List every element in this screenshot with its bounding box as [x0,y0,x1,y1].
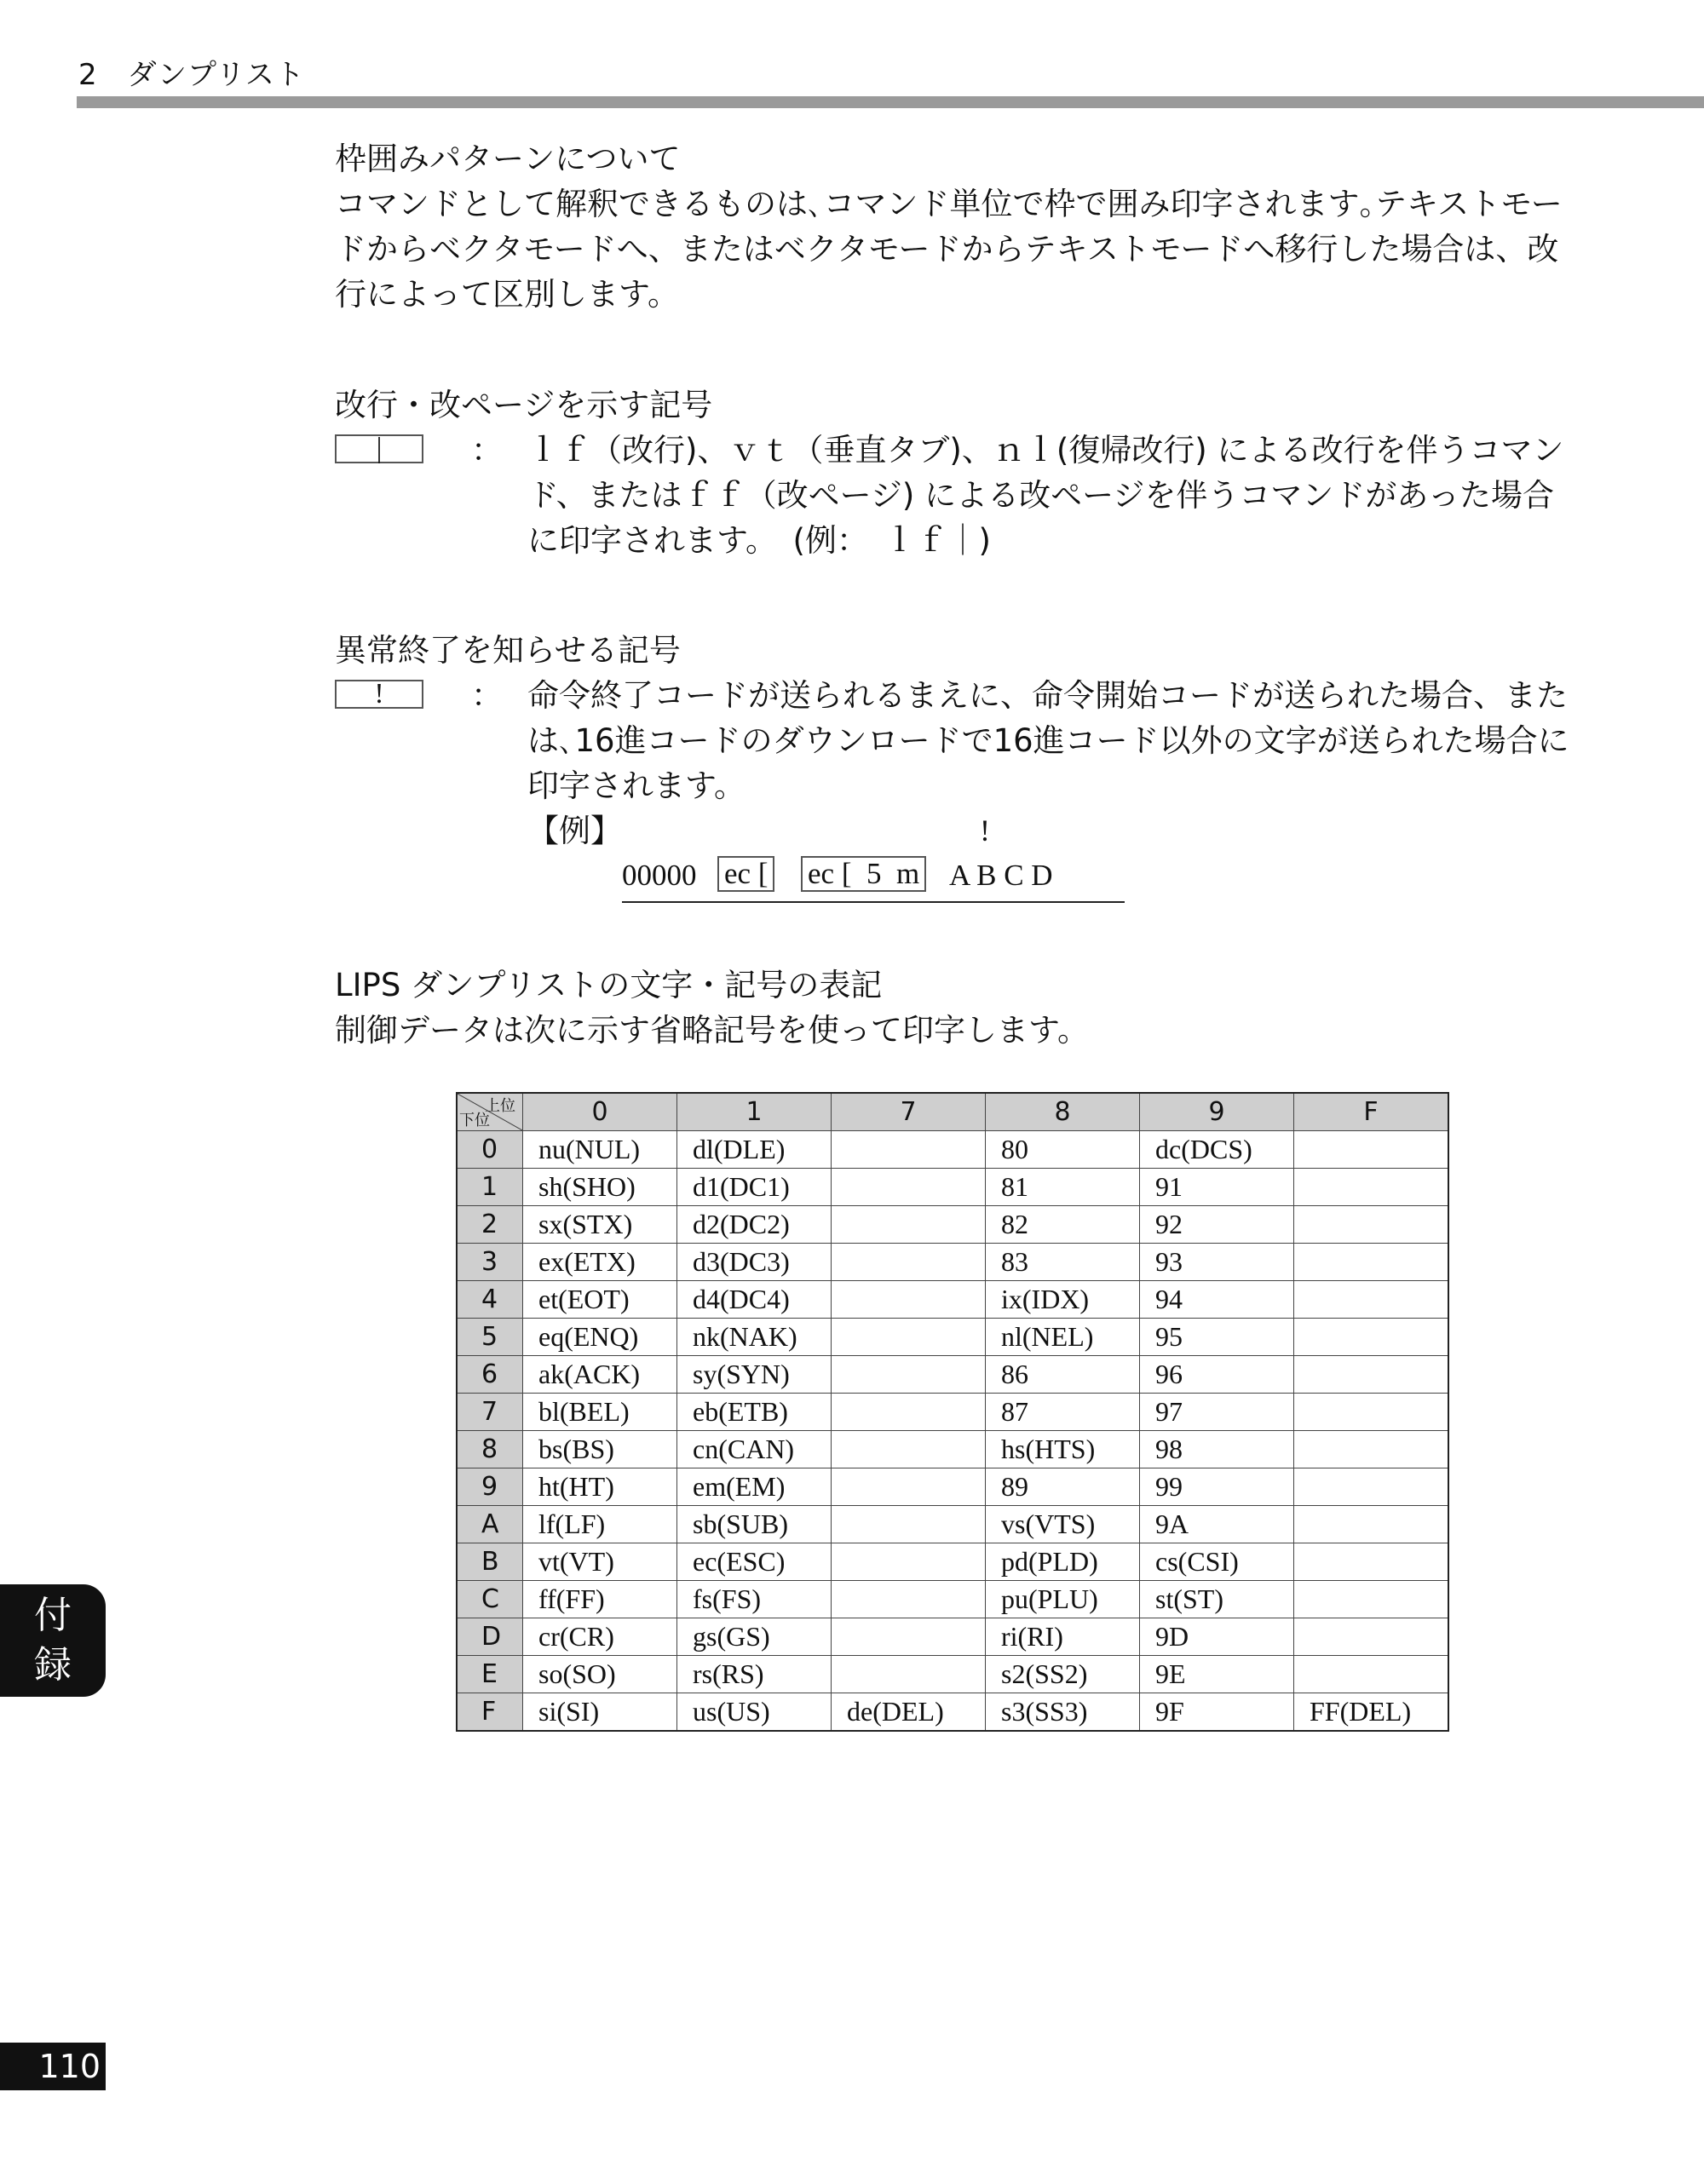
code-cell: cn(CAN) [677,1431,832,1468]
code-cell: nl(NEL) [986,1319,1140,1356]
abnormal-heading: 異常終了を知らせる記号 [335,632,681,669]
table-row [457,1356,1448,1394]
code-cell: s2(SS2) [986,1656,1140,1693]
header-rule [77,96,1704,108]
code-cell: 96 [1140,1356,1294,1394]
code-cell: de(DEL) [832,1693,986,1732]
code-cell: pu(PLU) [986,1581,1140,1618]
code-cell [1294,1431,1449,1468]
newline-colon: ： [471,432,503,468]
code-cell: si(SI) [523,1693,677,1732]
code-cell: ix(IDX) [986,1281,1140,1319]
example-label: 【例】 [527,813,622,849]
code-cell: et(EOT) [523,1281,677,1319]
code-cell [1294,1244,1449,1281]
code-cell: pd(PLD) [986,1543,1140,1581]
code-cell: hs(HTS) [986,1431,1140,1468]
code-cell: cr(CR) [523,1618,677,1656]
newline-symbol-box: | [335,434,423,463]
code-cell: d3(DC3) [677,1244,832,1281]
code-cell: em(EM) [677,1468,832,1506]
code-cell: lf(LF) [523,1506,677,1543]
code-cell [1294,1356,1449,1394]
code-cell: bl(BEL) [523,1394,677,1431]
code-cell [1294,1543,1449,1581]
code-cell: d1(DC1) [677,1169,832,1206]
code-cell [832,1431,986,1468]
row-header: F [457,1693,523,1732]
example-error-mark: ! [980,813,990,848]
code-cell: 93 [1140,1244,1294,1281]
code-cell [1294,1131,1449,1169]
side-tab-char-2: 録 [34,1643,72,1687]
table-row [457,1131,1448,1169]
code-cell: 92 [1140,1206,1294,1244]
row-header: 4 [457,1281,523,1319]
code-cell: ak(ACK) [523,1356,677,1394]
abnormal-colon: ： [471,677,503,714]
main-content [335,136,1570,1053]
appendix-side-tab [0,1584,106,1697]
code-cell [832,1468,986,1506]
code-cell: vs(VTS) [986,1506,1140,1543]
table-row [457,1581,1448,1618]
corner-upper-label: 上位 [485,1097,515,1115]
code-cell [1294,1394,1449,1431]
table-header-row [457,1093,1448,1131]
code-cell [832,1356,986,1394]
row-header: C [457,1581,523,1618]
control-code-table [456,1092,1449,1732]
code-cell: ex(ETX) [523,1244,677,1281]
code-cell: cs(CSI) [1140,1543,1294,1581]
row-header: 2 [457,1206,523,1244]
code-cell: 9D [1140,1618,1294,1656]
example-command-box-1: ec [ [717,856,774,892]
row-header: B [457,1543,523,1581]
table-body [457,1131,1448,1732]
code-cell: 94 [1140,1281,1294,1319]
code-cell: dc(DCS) [1140,1131,1294,1169]
code-cell: nk(NAK) [677,1319,832,1356]
table-row [457,1206,1448,1244]
table-row [457,1693,1448,1732]
code-cell [1294,1618,1449,1656]
table-corner-cell [457,1093,523,1131]
code-cell: 97 [1140,1394,1294,1431]
code-cell: ri(RI) [986,1618,1140,1656]
code-cell [1294,1656,1449,1693]
table-row [457,1618,1448,1656]
code-cell: d4(DC4) [677,1281,832,1319]
column-header: 7 [832,1093,986,1131]
code-cell: 9F [1140,1693,1294,1732]
row-header: 1 [457,1169,523,1206]
code-cell: ff(FF) [523,1581,677,1618]
abnormal-description: 命令終了コードが送られるまえに、命令開始コードが送られた場合、または､16進コードのダウンロードで16進コード以外の文字が送られた場合に印字されます。 [527,677,1569,804]
code-cell: s3(SS3) [986,1693,1140,1732]
code-cell: gs(GS) [677,1618,832,1656]
table-row [457,1394,1448,1431]
code-cell: eq(ENQ) [523,1319,677,1356]
chapter-header: 2 ダンプリスト [78,58,305,92]
code-cell: us(US) [677,1693,832,1732]
code-cell: rs(RS) [677,1656,832,1693]
code-cell [832,1169,986,1206]
example-text: A B C D [949,859,1053,892]
row-header: D [457,1618,523,1656]
example-row [527,808,1570,853]
code-cell [1294,1506,1449,1543]
column-header: 8 [986,1093,1140,1131]
lips-body: 制御データは次に示す省略記号を使って印字します。 [335,1012,1090,1049]
code-cell [832,1319,986,1356]
code-cell: sx(STX) [523,1206,677,1244]
code-cell [1294,1581,1449,1618]
code-cell [832,1131,986,1169]
code-cell [832,1618,986,1656]
code-cell [832,1244,986,1281]
column-header: 9 [1140,1093,1294,1131]
code-cell: 81 [986,1169,1140,1206]
code-cell: 86 [986,1356,1140,1394]
table-row [457,1319,1448,1356]
row-header: 7 [457,1394,523,1431]
newline-description: ｌｆ（改行)、ｖｔ（垂直タブ)、ｎｌ(復帰改行) による改行を伴うコマンド、またはｆｆ（改ページ) による改ページを伴うコマンドがあった場合に印字されます。 (例： ｌｆ｜) [527,432,1564,559]
code-cell [1294,1468,1449,1506]
newline-symbol-block [335,428,1570,563]
code-cell: 87 [986,1394,1140,1431]
code-cell: 9E [1140,1656,1294,1693]
code-cell [832,1394,986,1431]
table-row [457,1281,1448,1319]
code-cell: vt(VT) [523,1543,677,1581]
code-cell: sy(SYN) [677,1356,832,1394]
code-cell: 80 [986,1131,1140,1169]
code-cell: nu(NUL) [523,1131,677,1169]
code-cell: so(SO) [523,1656,677,1693]
example-dump-line [622,853,1125,903]
code-cell: 83 [986,1244,1140,1281]
code-cell: d2(DC2) [677,1206,832,1244]
frame-body: コマンドとして解釈できるものは､コマンド単位で枠で囲み印字されます｡テキストモードからベクタモードへ、またはベクタモードからテキストモードへ移行した場合は、改行によって区別します。 [335,186,1563,313]
code-cell: FF(DEL) [1294,1693,1449,1732]
code-cell: eb(ETB) [677,1394,832,1431]
column-header: F [1294,1093,1449,1131]
code-cell: sh(SHO) [523,1169,677,1206]
code-cell [832,1581,986,1618]
row-header: 9 [457,1468,523,1506]
newline-heading: 改行・改ページを示す記号 [335,387,713,423]
page-number: 110 [0,2043,106,2090]
lips-heading: LIPS ダンプリストの文字・記号の表記 [335,967,883,1003]
code-cell [832,1543,986,1581]
row-header: 0 [457,1131,523,1169]
row-header: 3 [457,1244,523,1281]
column-header: 0 [523,1093,677,1131]
code-cell [832,1206,986,1244]
side-tab-char-1: 付 [34,1594,72,1637]
table-row [457,1169,1448,1206]
code-cell: 99 [1140,1468,1294,1506]
code-cell: 82 [986,1206,1140,1244]
row-header: 6 [457,1356,523,1394]
corner-lower-label: 下位 [459,1112,490,1129]
code-cell: st(ST) [1140,1581,1294,1618]
code-cell [1294,1281,1449,1319]
example-command-box-2: ec [ 5 m [801,856,926,892]
code-cell: 89 [986,1468,1140,1506]
column-header: 1 [677,1093,832,1131]
table-row [457,1543,1448,1581]
code-cell [832,1506,986,1543]
code-cell: bs(BS) [523,1431,677,1468]
frame-heading: 枠囲みパターンについて [335,141,681,177]
table-row [457,1506,1448,1543]
code-cell: ec(ESC) [677,1543,832,1581]
table-row [457,1244,1448,1281]
abnormal-symbol-box: ! [335,680,423,709]
code-cell: 9A [1140,1506,1294,1543]
code-cell: 98 [1140,1431,1294,1468]
row-header: E [457,1656,523,1693]
code-cell: 91 [1140,1169,1294,1206]
table-row [457,1656,1448,1693]
code-cell [1294,1206,1449,1244]
abnormal-symbol-block [335,673,1570,808]
code-cell: dl(DLE) [677,1131,832,1169]
code-cell [1294,1169,1449,1206]
row-header: 5 [457,1319,523,1356]
code-cell: ht(HT) [523,1468,677,1506]
code-cell: sb(SUB) [677,1506,832,1543]
code-cell: fs(FS) [677,1581,832,1618]
row-header: A [457,1506,523,1543]
row-header: 8 [457,1431,523,1468]
table-row [457,1431,1448,1468]
example-address: 00000 [622,859,697,892]
code-cell: 95 [1140,1319,1294,1356]
code-cell [832,1281,986,1319]
code-cell [1294,1319,1449,1356]
table-row [457,1468,1448,1506]
code-cell [832,1656,986,1693]
